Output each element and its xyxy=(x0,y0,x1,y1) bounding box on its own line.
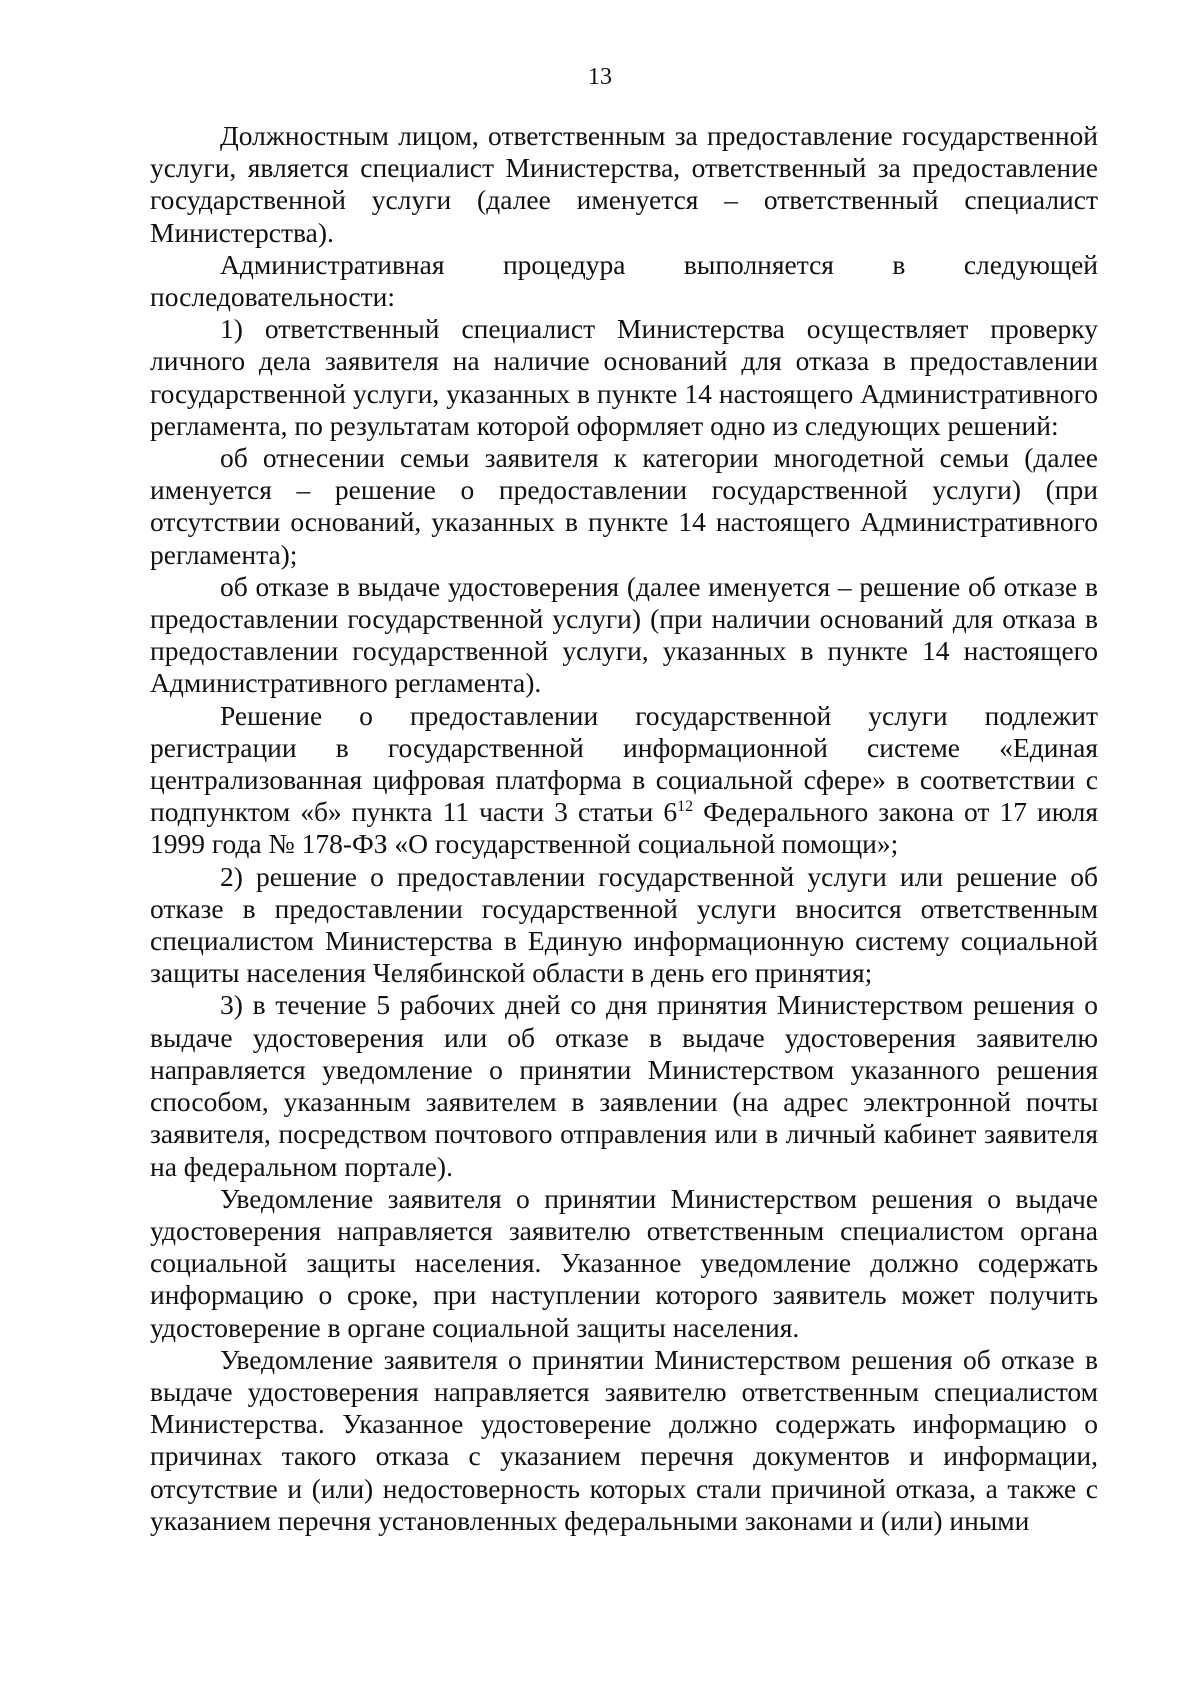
paragraph-registration xyxy=(150,700,1098,861)
paragraph-decision-refusal: об отказе в выдаче удостоверения (далее именуется – решение об отказе в предоставлении государственной услуги) (при наличии оснований для отказа в предоставлении государственной услуги, указанных в пункте 14 настоящего Административного регламента). xyxy=(150,570,1098,699)
page-number: 13 xyxy=(588,64,612,90)
paragraph-step-1: 1) ответственный специалист Министерства осуществляет проверку личного дела заявителя на наличие оснований для отказа в предоставлении государственной услуги, указанных в пункте 14 настоящего Административного регламента, по результатам которой оформляет одно из следующих решений: xyxy=(150,313,1098,441)
paragraph-procedure-sequence: Административная процедура выполняется в следующей последовательности: xyxy=(150,248,1098,313)
registration-text-after: Федерального закона от 17 июля 1999 года № 178-ФЗ «О государственной социальной помощи»; xyxy=(150,796,1098,860)
paragraph-decision-grant: об отнесении семьи заявителя к категории многодетной семьи (далее именуется – решение о предоставлении государственной услуги) (при отсутствии оснований, указанных в пункте 14 настоящего Административного регламента); xyxy=(150,442,1098,570)
paragraph-responsible-official: Должностным лицом, ответственным за предоставление государственной услуги, является специалист Министерства, ответственный за предоставление государственной услуги (далее именуется – ответственный специалист Министерства). xyxy=(150,120,1098,248)
article-superscript: 12 xyxy=(677,798,694,816)
paragraph-notification-refusal: Уведомление заявителя о принятии Министерством решения об отказе в выдаче удостоверения направляется заявителю ответственным специалистом Министерства. Указанное удостоверение должно содержать информацию о причинах такого отказа с указанием перечня документов и информации, отсутствие и (или) недостоверность которых стали причиной отказа, а также с указанием перечня установленных федеральными законами и (или) иными xyxy=(150,1343,1098,1536)
registration-text-before: Решение о предоставлении государственной услуги подлежит регистрации в государственной информационной системе «Единая централизованная цифровая платформа в социальной сфере» в соответствии с подпунктом «б» пункта 11 части 3 статьи 6 xyxy=(150,699,1098,828)
document-body xyxy=(150,120,1098,1537)
paragraph-notification-grant: Уведомление заявителя о принятии Министерством решения о выдаче удостоверения направляется заявителю ответственным специалистом органа социальной защиты населения. Указанное уведомление должно содержать информацию о сроке, при наступлении которого заявитель может получить удостоверение в органе социальной защиты населения. xyxy=(150,1182,1098,1343)
paragraph-step-3: 3) в течение 5 рабочих дней со дня принятия Министерством решения о выдаче удостоверения или об отказе в выдаче удостоверения заявителю направляется уведомление о принятии Министерством указанного решения способом, указанным заявителем в заявлении (на адрес электронной почты заявителя, посредством почтового отправления или в личный кабинет заявителя на федеральном портале). xyxy=(150,989,1098,1182)
paragraph-step-2: 2) решение о предоставлении государственной услуги или решение об отказе в предоставлении государственной услуги вносится ответственным специалистом Министерства в Единую информационную систему социальной защиты населения Челябинской области в день его принятия; xyxy=(150,860,1098,989)
